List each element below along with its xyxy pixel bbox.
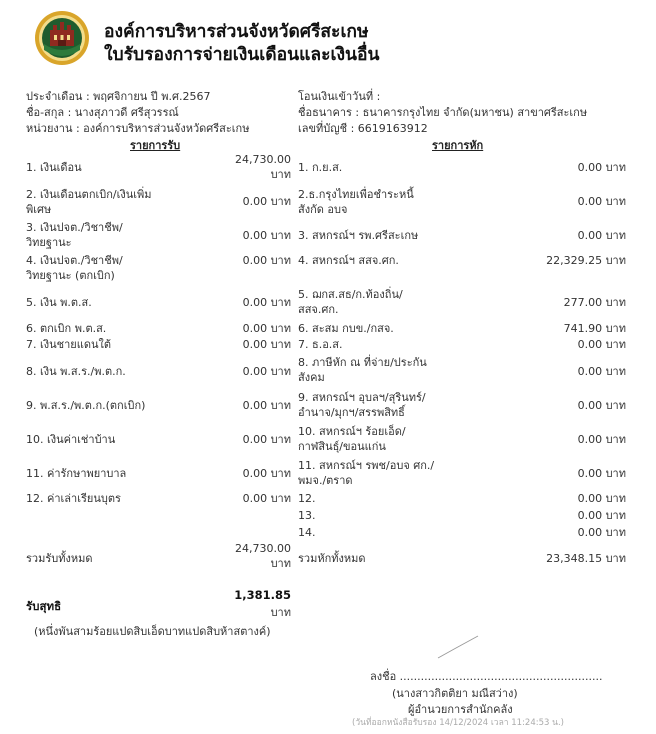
income-label: 3. เงินปจต./วิชาชีพ/	[26, 221, 123, 234]
income-label: 2. เงินเดือนตกเบิก/เงินเพิ่ม	[26, 188, 152, 201]
income-amount: 0.00 บาท	[242, 322, 291, 335]
signature-line: ลงชื่อ ..........................................................	[370, 670, 603, 683]
deduction-amount: 0.00 บาท	[577, 526, 626, 539]
deduction-label: 4. สหกรณ์ฯ สสจ.ศก.	[298, 254, 399, 267]
income-amount: 0.00 บาท	[242, 296, 291, 309]
signer-position: ผู้อำนวยการสำนักคลัง	[408, 703, 513, 716]
income-label: 9. พ.ส.ร./พ.ต.ก.(ตกเบิก)	[26, 399, 146, 412]
deduction-amount: 0.00 บาท	[577, 433, 626, 446]
provincial-seal-icon	[34, 10, 90, 66]
signature-mark-icon	[436, 634, 480, 660]
total-income-amount: 24,730.00	[235, 542, 291, 555]
deduction-label: 12.	[298, 492, 316, 505]
income-amount: 0.00 บาท	[242, 492, 291, 505]
deduction-amount: 0.00 บาท	[577, 195, 626, 208]
income-label: 12. ค่าเล่าเรียนบุตร	[26, 492, 121, 505]
deduction-label: 6. สะสม กบข./กสจ.	[298, 322, 394, 335]
deduction-label-cont: อำนาจ/มุกฯ/สรรพสิทธิ์	[298, 406, 405, 419]
income-label-cont: พิเศษ	[26, 203, 52, 216]
deduction-amount: 277.00 บาท	[563, 296, 626, 309]
total-deduction-amount: 23,348.15 บาท	[546, 552, 626, 565]
deduction-amount: 22,329.25 บาท	[546, 254, 626, 267]
total-deduction-label: รวมหักทั้งหมด	[298, 552, 366, 565]
income-amount: 0.00 บาท	[242, 254, 291, 267]
deduction-label: 1. ก.ย.ส.	[298, 161, 343, 174]
deduction-amount: 0.00 บาท	[577, 229, 626, 242]
deduction-amount: 0.00 บาท	[577, 467, 626, 480]
deduction-label: 10. สหกรณ์ฯ ร้อยเอ็ด/	[298, 425, 406, 438]
deduction-label-cont: สังคม	[298, 371, 325, 384]
income-label: 1. เงินเดือน	[26, 161, 82, 174]
deduction-amount: 741.90 บาท	[563, 322, 626, 335]
income-label-cont: วิทยฐานะ (ตกเบิก)	[26, 269, 115, 282]
deduction-label: 8. ภาษีหัก ณ ที่จ่าย/ประกัน	[298, 356, 427, 369]
info-month: ประจำเดือน : พฤศจิกายน ปี พ.ศ.2567	[26, 90, 211, 103]
income-label-cont: วิทยฐานะ	[26, 236, 72, 249]
deduction-amount: 0.00 บาท	[577, 365, 626, 378]
income-label: 8. เงิน พ.ส.ร./พ.ต.ก.	[26, 365, 126, 378]
org-title: องค์การบริหารส่วนจังหวัดศรีสะเกษ	[104, 22, 369, 42]
signer-name: (นางสาวกิตติยา มณีสว่าง)	[392, 687, 518, 700]
deduction-amount: 0.00 บาท	[577, 338, 626, 351]
total-income-label: รวมรับทั้งหมด	[26, 552, 93, 565]
info-unit: หน่วยงาน : องค์การบริหารส่วนจังหวัดศรีสะเกษ	[26, 122, 250, 135]
income-label: 10. เงินค่าเช่าบ้าน	[26, 433, 116, 446]
net-pay-amount: 1,381.85	[234, 588, 291, 602]
info-bank: ชื่อธนาคาร : ธนาคารกรุงไทย จำกัด(มหาชน) สาขาศรีสะเกษ	[298, 106, 588, 119]
deduction-amount: 0.00 บาท	[577, 509, 626, 522]
income-amount: 0.00 บาท	[242, 467, 291, 480]
income-label: 11. ค่ารักษาพยาบาล	[26, 467, 127, 480]
info-transfer-date: โอนเงินเข้าวันที่ :	[298, 90, 381, 103]
income-amount: 24,730.00	[235, 153, 291, 166]
income-label: 7. เงินชายแดนใต้	[26, 338, 111, 351]
income-amount: 0.00 บาท	[242, 399, 291, 412]
income-label: 4. เงินปจต./วิชาชีพ/	[26, 254, 123, 267]
total-income-unit: บาท	[270, 557, 291, 570]
income-label: 5. เงิน พ.ต.ส.	[26, 296, 92, 309]
deduction-label-cont: สสจ.ศก.	[298, 303, 339, 316]
deduction-header: รายการหัก	[432, 139, 484, 152]
deduction-label-cont: สังกัด อบจ	[298, 203, 348, 216]
income-amount: 0.00 บาท	[242, 229, 291, 242]
deduction-label: 5. ฌกส.สธ/ก.ท้องถิ่น/	[298, 288, 403, 301]
document-header	[34, 8, 634, 68]
document-title: ใบรับรองการจ่ายเงินเดือนและเงินอื่น	[104, 45, 380, 65]
income-amount: 0.00 บาท	[242, 338, 291, 351]
deduction-label: 14.	[298, 526, 316, 539]
info-name: ชื่อ-สกุล : นางสุภาวดี ศรีสุวรรณ์	[26, 106, 179, 119]
deduction-label: 3. สหกรณ์ฯ รพ.ศรีสะเกษ	[298, 229, 419, 242]
deduction-label-cont: พมจ./ตราด	[298, 474, 353, 487]
deduction-label-cont: กาฬสินธุ์/ขอนแก่น	[298, 440, 386, 453]
deduction-amount: 0.00 บาท	[577, 399, 626, 412]
deduction-label: 9. สหกรณ์ฯ อุบลฯ/สุรินทร์/	[298, 391, 426, 404]
deduction-label: 13.	[298, 509, 316, 522]
issue-timestamp: (วันที่ออกหนังสือรับรอง 14/12/2024 เวลา 11:24:53 น.)	[352, 718, 564, 728]
deduction-amount: 0.00 บาท	[577, 161, 626, 174]
net-pay-words: (หนึ่งพันสามร้อยแปดสิบเอ็ดบาทแปดสิบห้าสตางค์)	[34, 625, 271, 638]
net-pay-unit: บาท	[270, 606, 291, 619]
deduction-label: 7. ธ.อ.ส.	[298, 338, 343, 351]
net-pay-label: รับสุทธิ	[26, 599, 62, 613]
deduction-amount: 0.00 บาท	[577, 492, 626, 505]
income-unit: บาท	[270, 168, 291, 181]
deduction-label: 2.ธ.กรุงไทยเพื่อชำระหนี้	[298, 188, 414, 201]
income-amount: 0.00 บาท	[242, 195, 291, 208]
income-amount: 0.00 บาท	[242, 433, 291, 446]
income-amount: 0.00 บาท	[242, 365, 291, 378]
income-header: รายการรับ	[130, 139, 181, 152]
deduction-label: 11. สหกรณ์ฯ รพช/อบจ ศก./	[298, 459, 435, 472]
income-label: 6. ตกเบิก พ.ต.ส.	[26, 322, 107, 335]
info-account: เลขที่บัญชี : 6619163912	[298, 122, 428, 135]
